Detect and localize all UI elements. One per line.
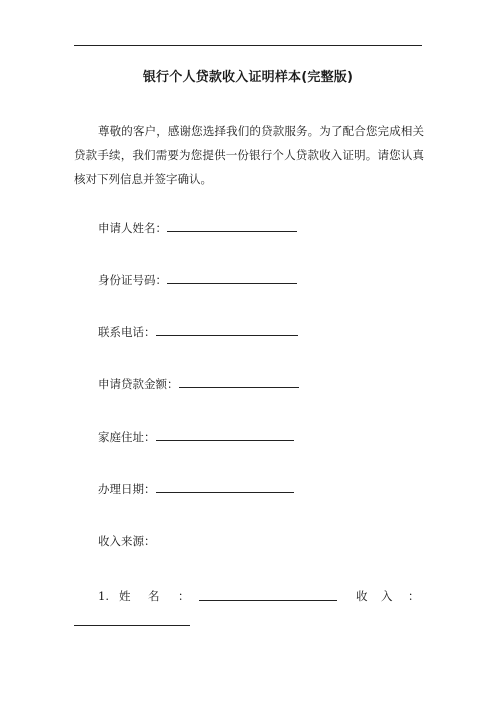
- name-char: 名: [148, 589, 160, 603]
- blank-line: [199, 588, 337, 601]
- field-label: 联系电话：: [98, 325, 156, 339]
- field-home-address: [98, 428, 294, 445]
- field-process-date: [98, 480, 294, 497]
- field-label: 申请贷款金额：: [98, 377, 179, 391]
- blank-line: [156, 480, 294, 493]
- header-rule: [74, 45, 422, 46]
- blank-line: [167, 271, 297, 284]
- income-char: 入: [381, 589, 393, 603]
- field-loan-amount: [98, 375, 299, 392]
- field-label: 身份证号码：: [98, 273, 167, 287]
- document-title: 银行个人贷款收入证明样本(完整版): [142, 70, 354, 85]
- blank-line: [74, 625, 190, 626]
- income-char: 收: [356, 589, 368, 603]
- field-applicant-name: [98, 219, 297, 236]
- item-number: 1.: [98, 589, 109, 603]
- field-phone: [98, 323, 298, 340]
- blank-line: [167, 219, 297, 232]
- blank-line: [156, 323, 298, 336]
- field-id-number: [98, 271, 297, 288]
- income-colon: ：: [408, 589, 420, 603]
- income-section-label: 收入来源：: [98, 534, 156, 548]
- name-colon: ：: [178, 589, 190, 603]
- name-char: 姓: [119, 589, 131, 603]
- income-item-row: [98, 588, 422, 604]
- field-label: 家庭住址：: [98, 430, 156, 444]
- blank-line: [156, 428, 294, 441]
- intro-paragraph: 尊敬的客户，感谢您选择我们的贷款服务。为了配合您完成相关贷款手续，我们需要为您提供一份银行个人贷款收入证明。请您认真核对下列信息并签字确认。: [74, 124, 424, 186]
- field-label: 申请人姓名：: [98, 221, 167, 235]
- blank-line: [179, 375, 299, 388]
- field-label: 办理日期：: [98, 482, 156, 496]
